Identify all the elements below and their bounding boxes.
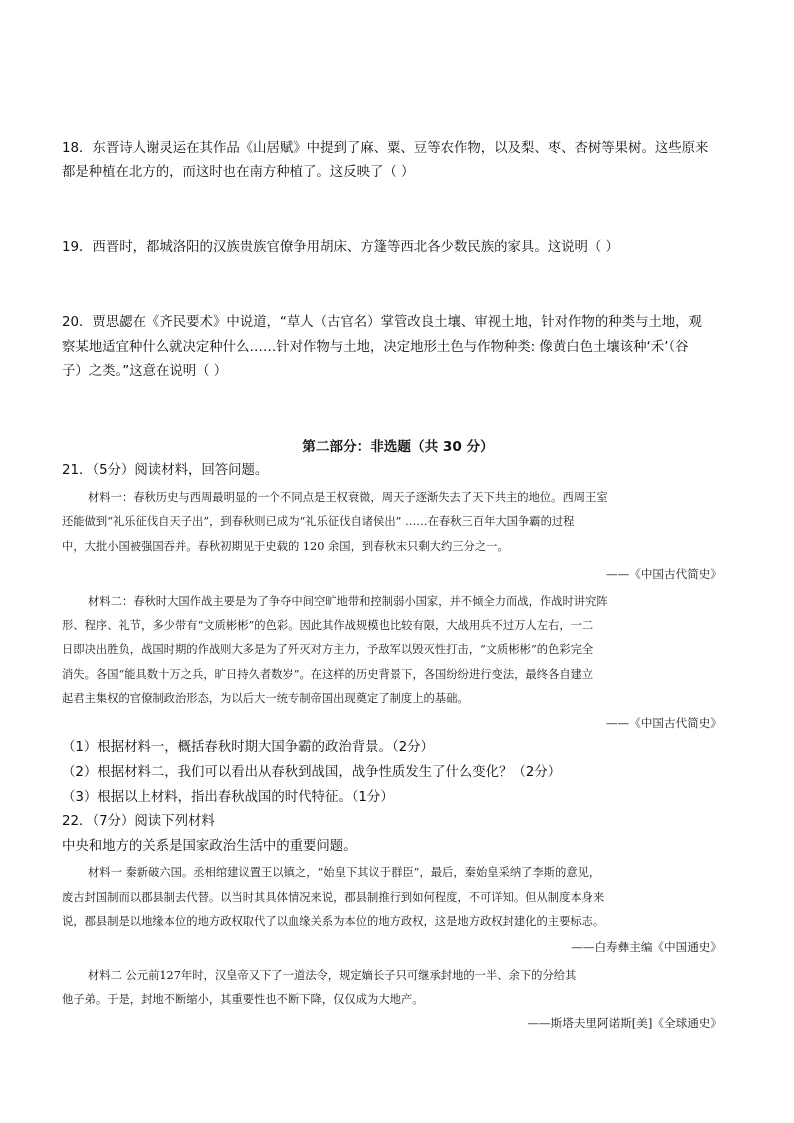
q19-stem-line: 19．西晋时，都城洛阳的汉族贵族官僚争用胡床、方篷等西北各少数民族的家具。这说明（ ）: [62, 240, 619, 255]
q21-material1-line: 还能做到“礼乐征伐自天子出”，到春秋则已成为“礼乐征伐自诸侯出” ……在春秋三百年大国争霸的过程: [62, 515, 575, 528]
q22-material1-line: 说，郡县制是以地缘本位的地方政权取代了以血缘关系为本位的地方政权，这是地方政权封建化的主要标志。: [62, 915, 605, 928]
q21-material1-line: 材料一：春秋历史与西周最明显的一个不同点是王权衰微，周天子逐渐失去了天下共主的地位。西周王室: [88, 491, 608, 504]
q22-source2: ——斯塔夫里阿诺斯[美]《全球通史》: [527, 1016, 722, 1030]
q18-stem-line: 都是种植在北方的，而这时也在南方种植了。这反映了（ ）: [62, 165, 415, 180]
q18-stem-line: 18．东晋诗人谢灵运在其作品《山居赋》中提到了麻、粟、豆等农作物，以及梨、枣、杏树等果树。这些原来: [62, 141, 709, 156]
q20-stem-line: 20．贾思勰在《齐民要术》中说道，“草人（古官名）掌管改良土壤、审视土地，针对作物的种类与土地，观: [62, 315, 702, 330]
q20-stem-line: 子）之类。”这意在说明（ ）: [62, 364, 228, 379]
q21-material2-line: 起君主集权的官僚制政治形态，为以后大一统专制帝国出现奠定了制度上的基础。: [62, 692, 469, 705]
q21-material2-line: 形、程序、礼节，多少带有“文质彬彬”的色彩。因此其作战规模也比较有限，大战用兵不过万人左右，一二: [62, 619, 594, 632]
q21-source1: ——《中国古代简史》: [606, 567, 722, 581]
q22-intro: 中央和地方的关系是国家政治生活中的重要问题。: [62, 839, 357, 854]
q21-question: （2）根据材料二，我们可以看出从春秋到战国，战争性质发生了什么变化？（2分）: [62, 765, 562, 780]
q22-material2-line: 材料二 公元前127年时，汉皇帝又下了一道法令，规定嫡长子只可继承封地的一半、余下的分给其: [88, 969, 577, 982]
q21-question: （3）根据以上材料，指出春秋战国的时代特征。（1分）: [62, 790, 394, 805]
q20-stem-line: 察某地适宜种什么就决定种什么……针对作物与土地，决定地形土色与作物种类: 像黄白色土壤该种‘禾’（谷: [62, 340, 689, 355]
q21-material2-line: 日即决出胜负，战国时期的作战则大多是为了歼灭对方主力，予敌军以毁灭性打击，“文质彬彬”的色彩完全: [62, 643, 594, 656]
q21-stem: 21．（5分）阅读材料，回答问题。: [62, 463, 269, 478]
q22-material1-line: 废古封国制而以郡县制去代替。以当时其具体情况来说，郡县制推行到如何程度，不可详知。但从制度本身来: [62, 891, 605, 904]
q21-material2-line: 消失。各国“能具数十万之兵，旷日持久者数岁”。在这样的历史背景下，各国纷纷进行变法，最终各自建立: [62, 668, 594, 681]
q21-question: （1）根据材料一，概括春秋时期大国争霸的政治背景。（2分）: [62, 740, 434, 755]
q22-stem: 22．（7分）阅读下列材料: [62, 814, 215, 829]
q22-material2-line: 他子弟。于是，封地不断缩小，其重要性也不断下降，仅仅成为大地产。: [62, 993, 424, 1006]
q22-source1: ——白寿彝主编《中国通史》: [571, 940, 722, 954]
q22-material1-line: 材料一 秦新破六国。丞相绾建议置王以镇之，“始皇下其议于群臣”，最后，秦始皇采纳了李斯的意见，: [88, 866, 601, 879]
section-title: 第二部分：非选题（共 30 分）: [302, 439, 494, 455]
q21-material1-line: 中，大批小国被强国吞并。春秋初期见于史载的 120 余国，到春秋末只剩大约三分之一。: [62, 540, 509, 553]
q21-material2-line: 材料二：春秋时大国作战主要是为了争夺中间空旷地带和控制弱小国家，并不倾全力而战，作战时讲究阵: [88, 595, 608, 608]
q21-source2: ——《中国古代简史》: [606, 716, 722, 730]
